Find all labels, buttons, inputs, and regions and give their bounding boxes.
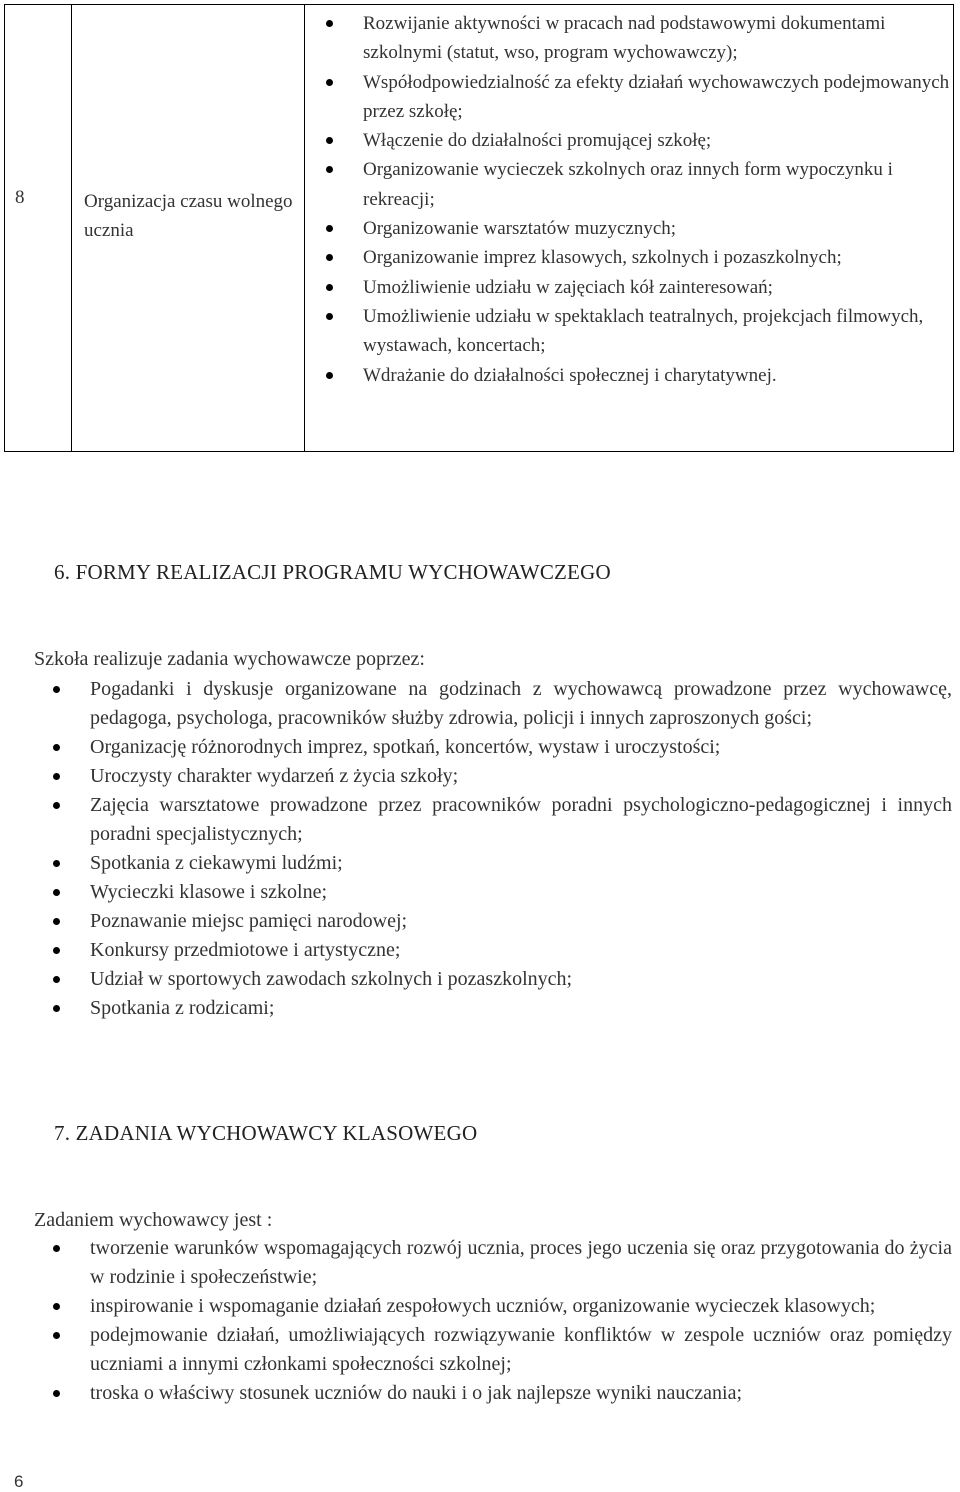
section6-list [34, 675, 952, 1023]
program-table [4, 4, 954, 452]
list-item: Umożliwienie udziału w zajęciach kół zainteresowań; [305, 273, 953, 302]
section7-intro: Zadaniem wychowawcy jest : [34, 1209, 273, 1231]
list-item: Rozwijanie aktywności w pracach nad podstawowymi dokumentami szkolnymi (statut, wso, program wychowawczy); [305, 9, 953, 68]
list-item: podejmowanie działań, umożliwiających rozwiązywanie konfliktów w zespole uczniów oraz pomiędzy uczniami a innymi członkami społeczności szkolnej; [34, 1321, 952, 1379]
list-item: Organizację różnorodnych imprez, spotkań, koncertów, wystaw i uroczystości; [34, 733, 952, 762]
list-item: inspirowanie i wspomaganie działań zespołowych uczniów, organizowanie wycieczek klasowych; [34, 1292, 952, 1321]
row-number-cell [5, 5, 72, 452]
list-item: Uroczysty charakter wydarzeń z życia szkoły; [34, 762, 952, 791]
list-item: Organizowanie imprez klasowych, szkolnych i pozaszkolnych; [305, 243, 953, 272]
list-item: Poznawanie miejsc pamięci narodowej; [34, 907, 952, 936]
list-item: Spotkania z ciekawymi ludźmi; [34, 849, 952, 878]
list-item: Umożliwienie udziału w spektaklach teatralnych, projekcjach filmowych, wystawach, koncertach; [305, 302, 953, 361]
row-items-list [305, 5, 953, 390]
table-row [5, 5, 954, 452]
row-number: 8 [15, 187, 25, 208]
section6-intro: Szkoła realizuje zadania wychowawcze poprzez: [34, 648, 425, 670]
list-item: Wdrażanie do działalności społecznej i charytatywnej. [305, 361, 953, 390]
list-item: troska o właściwy stosunek uczniów do nauki i o jak najlepsze wyniki nauczania; [34, 1379, 952, 1408]
row-name-cell [72, 5, 305, 452]
section6-heading: 6. FORMY REALIZACJI PROGRAMU WYCHOWAWCZEGO [54, 560, 611, 584]
list-item: Konkursy przedmiotowe i artystyczne; [34, 936, 952, 965]
row-items-cell [305, 5, 954, 452]
list-item: Pogadanki i dyskusje organizowane na godzinach z wychowawcą prowadzone przez wychowawcę, pedagoga, psychologa, pracowników służby zdrowia, policji i innych zaproszonych gości; [34, 675, 952, 733]
list-item: Organizowanie warsztatów muzycznych; [305, 214, 953, 243]
list-item: Spotkania z rodzicami; [34, 994, 952, 1023]
list-item: Współodpowiedzialność za efekty działań wychowawczych podejmowanych przez szkołę; [305, 68, 953, 127]
list-item: tworzenie warunków wspomagających rozwój ucznia, proces jego uczenia się oraz przygotowania do życia w rodzinie i społeczeństwie; [34, 1234, 952, 1292]
page-number: 6 [14, 1472, 24, 1491]
list-item: Wycieczki klasowe i szkolne; [34, 878, 952, 907]
list-item: Zajęcia warsztatowe prowadzone przez pracowników poradni psychologiczno-pedagogicznej i innych poradni specjalistycznych; [34, 791, 952, 849]
list-item: Udział w sportowych zawodach szkolnych i pozaszkolnych; [34, 965, 952, 994]
row-name: Organizacja czasu wolnego ucznia [84, 191, 293, 241]
section7-list [34, 1234, 952, 1408]
list-item: Organizowanie wycieczek szkolnych oraz innych form wypoczynku i rekreacji; [305, 155, 953, 214]
list-item: Włączenie do działalności promującej szkołę; [305, 126, 953, 155]
section7-heading: 7. ZADANIA WYCHOWAWCY KLASOWEGO [54, 1121, 478, 1145]
